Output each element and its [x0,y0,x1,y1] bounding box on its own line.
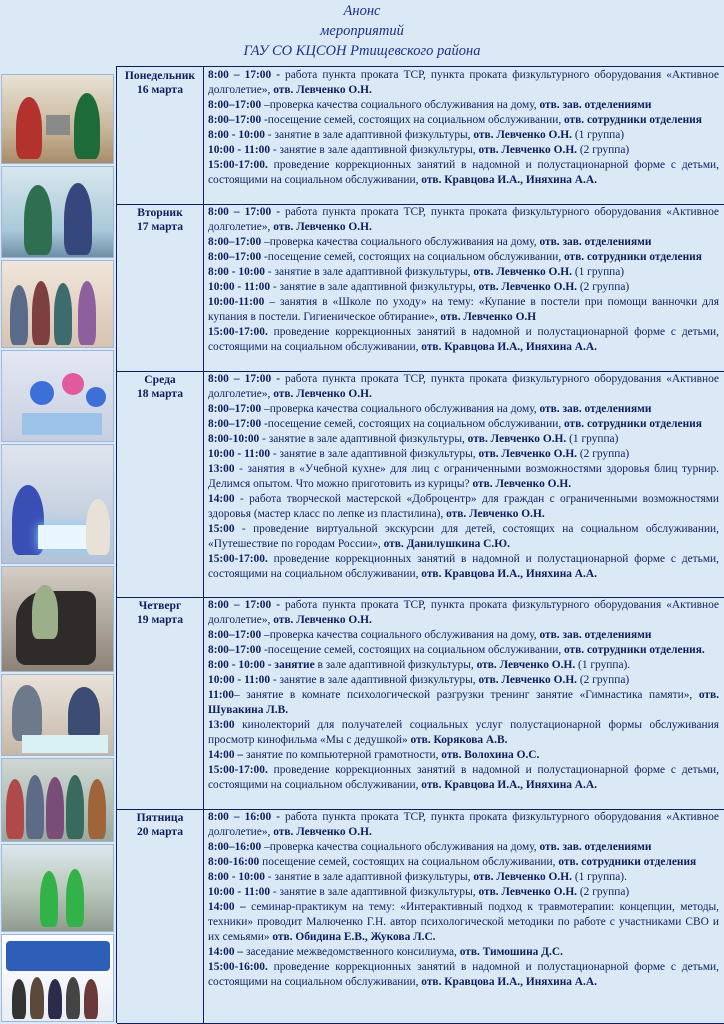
entry-responsible: отв. Обидина Е.В., Жукова Л.С. [272,931,436,943]
entry-text: в зале адаптивной физкультуры, [314,659,477,671]
entry-time: 8:00 – 17:00 - [208,206,281,218]
schedule-entry [208,945,719,960]
schedule-entry [208,98,719,113]
entry-responsible: отв. зав. отделениями [539,236,652,248]
entry-text: - занятие в зале адаптивной физкультуры, [270,281,479,293]
schedule-entry [208,265,719,280]
entry-responsible: отв. Левченко О.Н. [476,659,576,671]
entry-text: семинар-практикум на тему: «Интерактивный подход к травмотерапии: концепции, методы, техники» проводит Малюченко Г.Н. автор психологической методики по работе с участниками СВО и их семьями» [208,901,720,943]
entry-responsible: отв. сотрудники отделения [564,418,702,430]
entry-time: 15:00-17:00. [208,764,268,776]
schedule-entry [208,113,719,128]
entry-time: 8:00 – 17:00 - [208,373,281,385]
schedule-entry [208,885,719,900]
entry-responsible: отв. Кравцова И.А., Иняхина А.А. [421,341,597,353]
entry-time: 8:00 - 10:00 [208,129,265,141]
day-entries [208,598,719,793]
schedule-entry [208,128,719,143]
entry-time: 10:00 - 11:00 [208,448,271,460]
entry-time: 10:00-11:00 [208,296,265,308]
entry-text: посещение семей, состоящих на социальном обслуживании, [259,856,559,868]
schedule-entry [208,598,719,628]
day-name: Понедельник [124,69,196,82]
entry-group: (2 группа) [577,674,630,686]
entry-time: 8:00-10:00 [208,433,260,445]
day-row-friday [117,809,724,1024]
page-header [0,0,724,72]
entry-text: занятие по компьютерной грамотности, [243,749,442,761]
entry-text: –проверка качества социального обслуживания на дому, [261,403,540,415]
entry-time: 14:00 – [208,749,244,761]
schedule-entry [208,900,719,945]
photo-rehab-equipment [1,166,114,258]
entry-text: -посещение семей, состоящих на социальном обслуживании, [261,114,565,126]
schedule-entry [208,417,719,432]
entry-responsible: отв. Левченко О.Н. [472,478,572,490]
entry-text: - проведение виртуальной экскурсии для детей, состоящих на социальном обслуживании, «Путешествие по городам России», [208,523,719,550]
entry-responsible: отв. Левченко О.Н. [473,871,572,883]
entry-responsible: отв. Левченко О.Н. [273,826,372,838]
entry-time: 8:00–17:00 [208,99,262,111]
entry-time: 10:00 - 11:00 [208,674,271,686]
photo-craft-table [1,674,114,756]
schedule-entry [208,462,719,492]
entry-responsible: отв. зав. отделениями [539,629,652,641]
photo-demography-bus [1,934,114,1022]
entry-text: –проверка качества социального обслуживания на дому, [261,841,540,853]
photo-massage-chair [1,566,114,672]
entry-text: -посещение семей, состоящих на социальном обслуживании, [261,418,565,430]
entry-group: (2 группа) [577,281,630,293]
day-label [117,809,204,1023]
entry-text: -посещение семей, состоящих на социальном обслуживании, [261,251,565,263]
entry-responsible: отв. Левченко О.Н. [473,266,572,278]
entry-time: 10:00 - 11:00 [208,144,271,156]
schedule-entry [208,280,719,295]
entry-time: 15:00 [208,523,235,535]
day-row-tuesday [117,204,724,372]
entry-time: 8:00–17:00 [208,236,262,248]
entry-responsible: отв. Волохина О.С. [441,749,540,761]
entry-text: кинолекторий для получателей социальных услуг полустационарной формы обслуживания просмотр кинофильма «Мы с дедушкой» [208,719,719,746]
schedule-entry [208,960,719,990]
entry-text: проведение коррекционных занятий в надомной и полустационарной форме с детьми, состоящими на социальном обслуживании, [208,764,719,791]
entry-time: 14:00 – [208,946,244,958]
entry-group: (1 группа). [575,659,631,671]
day-name: Пятница [136,811,184,824]
schedule-entry [208,658,719,673]
header-events: мероприятий [320,23,404,39]
schedule-entry [208,295,719,325]
entry-time: 8:00 – 17:00 - [208,69,281,81]
entry-time: 14:00 [208,493,235,505]
entry-responsible: отв. Левченко О.Н. [273,84,372,96]
entry-text: работа пункта проката ТСР, пункта проката физкультурного оборудования «Активное долголетие», [208,599,719,626]
schedule-entry [208,855,719,870]
photo-column [0,72,116,1024]
day-row-wednesday [117,371,724,598]
entry-time: 10:00 - 11:00 [208,886,271,898]
entry-responsible: отв. Левченко О.Н. [478,448,578,460]
entry-text: - занятие в зале адаптивной физкультуры, [270,448,479,460]
photo-sand-table [1,444,114,564]
entry-time: 13:00 [208,719,235,731]
day-date: 17 марта [136,220,184,233]
entry-time: 8:00 – 16:00 - [208,811,281,823]
entry-group: (1 группа) [571,129,625,141]
entry-text: –проверка качества социального обслуживания на дому, [261,99,540,111]
entry-text: проведение коррекционных занятий в надомной и полустационарной форме с детьми, состоящими на социальном обслуживании, [208,553,719,580]
schedule-entry [208,748,719,763]
schedule-entry [208,763,719,793]
day-date: 20 марта [136,825,184,838]
entry-responsible: отв. Левченко О.Н. [478,674,578,686]
schedule-entry [208,447,719,462]
entry-responsible: отв. Шувакина Л.В. [208,689,719,716]
entry-time: 15:00-17:00. [208,159,268,171]
day-label [117,597,204,809]
entry-responsible: отв. сотрудники отделения [564,251,702,263]
schedule-entry [208,68,719,98]
entry-text: работа пункта проката ТСР, пункта проката физкультурного оборудования «Активное долголетие», [208,373,719,400]
day-entries [208,372,719,582]
entry-time: 15:00-17:00. [208,553,268,565]
schedule-entry [208,158,719,188]
entry-text: работа пункта проката ТСР, пункта проката физкультурного оборудования «Активное долголетие», [208,811,719,838]
schedule-entry [208,522,719,552]
schedule-entry [208,492,719,522]
day-name: Четверг [138,599,182,612]
entry-group: (2 группа) [577,886,630,898]
entry-text: проведение коррекционных занятий в надомной и полустационарной форме с детьми, состоящими на социальном обслуживании, [208,961,719,988]
schedule-entry [208,810,719,840]
entry-time: 8:00 - 10:00 [208,871,265,883]
entry-responsible: отв. зав. отделениями [539,403,652,415]
entry-text: –проверка качества социального обслуживания на дому, [261,629,540,641]
entry-text: - занятия в «Учебной кухне» для лиц с ограниченными возможностями здоровья блиц турнир. Делимся опытом. Что можно приготовить из курицы? [208,463,719,490]
schedule-entry [208,325,719,355]
entry-responsible: отв. сотрудники отделения [558,856,697,868]
entry-time: 15:00-17:00. [208,326,268,338]
photo-gym-balls [1,350,114,442]
entry-text: - занятие в зале адаптивной физкультуры, [270,144,479,156]
entry-time: 11:00 [208,689,234,701]
entry-text: проведение коррекционных занятий в надомной и полустационарной форме с детьми, состоящими на социальном обслуживании, [208,159,719,186]
entry-time: 8:00–17:00 [208,114,262,126]
entry-responsible: отв. сотрудники отделения. [564,644,705,656]
header-announce: Анонс [343,3,381,19]
entry-text: - занятие в зале адаптивной физкультуры, [270,674,479,686]
day-name: Среда [144,373,176,386]
entry-text: работа пункта проката ТСР, пункта проката физкультурного оборудования «Активное долголетие», [208,69,719,96]
entry-text: работа пункта проката ТСР, пункта проката физкультурного оборудования «Активное долголетие», [208,206,719,233]
day-entries [208,810,719,990]
entry-responsible: отв. Левченко О.Н. [473,129,572,141]
entry-responsible: отв. Левченко О.Н. [478,281,578,293]
entry-time: 8:00–17:00 [208,418,262,430]
day-entries [208,205,719,355]
entry-text: –проверка качества социального обслуживания на дому, [261,236,540,248]
entry-text: - занятие в зале адаптивной физкультуры, [270,886,479,898]
entry-responsible: отв. Корякова А.В. [410,734,508,746]
entry-responsible: отв. Левченко О.Н. [273,614,372,626]
entry-time: 8:00–17:00 [208,644,262,656]
entry-text: заседание межведомственного консилиума, [243,946,460,958]
entry-text: - занятие в зале адаптивной физкультуры, [264,266,474,278]
day-date: 18 марта [136,387,184,400]
entry-responsible: отв. Данилушкина С.Ю. [383,538,510,550]
schedule-entry [208,628,719,643]
entry-responsible: отв. зав. отделениями [539,99,652,111]
entry-time: 8:00–17:00 [208,251,262,263]
entry-responsible: отв. Левченко О.Н. [478,144,578,156]
entry-time: 14:00 – [208,901,246,913]
day-label [117,67,204,204]
entry-group: (2 группа) [577,448,630,460]
entry-time: 8:00 - 10:00 - занятие [208,659,315,671]
entry-time: 10:00 - 11:00 [208,281,271,293]
day-entries [208,68,719,188]
schedule-entry [208,840,719,855]
schedule-entry [208,205,719,235]
day-row-thursday [117,597,724,810]
entry-text: - занятие в зале адаптивной физкультуры, [264,871,474,883]
schedule-entry [208,372,719,402]
schedule-entry [208,688,719,718]
entry-time: 8:00-16:00 [208,856,260,868]
entry-group: (1 группа). [571,871,627,883]
entry-responsible: отв. Кравцова И.А., Иняхина А.А. [421,779,597,791]
day-date: 19 марта [136,613,184,626]
entry-time: 8:00–17:00 [208,403,262,415]
schedule-entry [208,250,719,265]
photo-group-photo [1,758,114,842]
day-date: 16 марта [136,83,184,96]
entry-responsible: отв. Кравцова И.А., Иняхина А.А. [421,174,597,186]
schedule-entry [208,870,719,885]
entry-responsible: отв. Кравцова И.А., Иняхина А.А. [421,568,597,580]
entry-responsible: отв. Левченко О.Н. [446,508,545,520]
entry-time: 8:00 – 17:00 - [208,599,281,611]
day-name: Вторник [137,206,183,219]
entry-text: - работа творческой мастерской «Доброцентр» для граждан с ограниченными возможностями здоровья (мастер класс по лепке из пластилина), [208,493,719,520]
schedule-entry [208,673,719,688]
day-row-monday [117,67,724,205]
header-organization: ГАУ СО КЦСОН Ртищевского района [243,43,481,59]
photo-kitchen [1,74,114,164]
entry-text: – занятие в комнате психологической разгрузки тренинг занятие «Гимнастика памяти», [233,689,699,701]
schedule-entry [208,143,719,158]
entry-responsible: отв. зав. отделениями [539,841,652,853]
schedule-entry [208,718,719,748]
entry-responsible: отв. Левченко О.Н. [467,433,567,445]
entry-responsible: отв. Левченко О.Н. [273,388,372,400]
schedule-table [116,66,724,1023]
entry-responsible: отв. Кравцова И.А., Иняхина А.А. [421,976,597,988]
entry-text: - занятие в зале адаптивной физкультуры, [264,129,474,141]
entry-time: 8:00–17:00 [208,629,262,641]
entry-text: проведение коррекционных занятий в надомной и полустационарной форме с детьми, состоящими на социальном обслуживании, [208,326,719,353]
entry-time: 15:00-16:00. [208,961,268,973]
entry-time: 13:00 [208,463,235,475]
entry-group: (1 группа) [566,433,619,445]
schedule-entry [208,643,719,658]
entry-responsible: отв. Левченко О.Н. [478,886,578,898]
entry-group: (2 группа) [577,144,630,156]
entry-text: -посещение семей, состоящих на социальном обслуживании, [261,644,565,656]
entry-responsible: отв. Тимошина Д.С. [459,946,563,958]
photo-walking-outdoors [1,844,114,932]
schedule-entry [208,235,719,250]
entry-time: 8:00 - 10:00 [208,266,265,278]
entry-responsible: отв. Левченко О.Н. [273,221,372,233]
entry-group: (1 группа) [571,266,625,278]
day-label [117,204,204,371]
schedule-entry [208,552,719,582]
photo-group-standing [1,260,114,348]
entry-responsible: отв. Левченко О.Н [440,311,537,323]
day-label [117,371,204,597]
entry-text: – занятия в «Школе по уходу» на тему: «Купание в постели при помощи ванночки для купания в постели. Гигиеническое обтирание», [208,296,719,323]
schedule-entry [208,432,719,447]
entry-time: 8:00–16:00 [208,841,262,853]
entry-responsible: отв. сотрудники отделения [564,114,702,126]
entry-text: - занятие в зале адаптивной физкультуры, [259,433,468,445]
schedule-entry [208,402,719,417]
